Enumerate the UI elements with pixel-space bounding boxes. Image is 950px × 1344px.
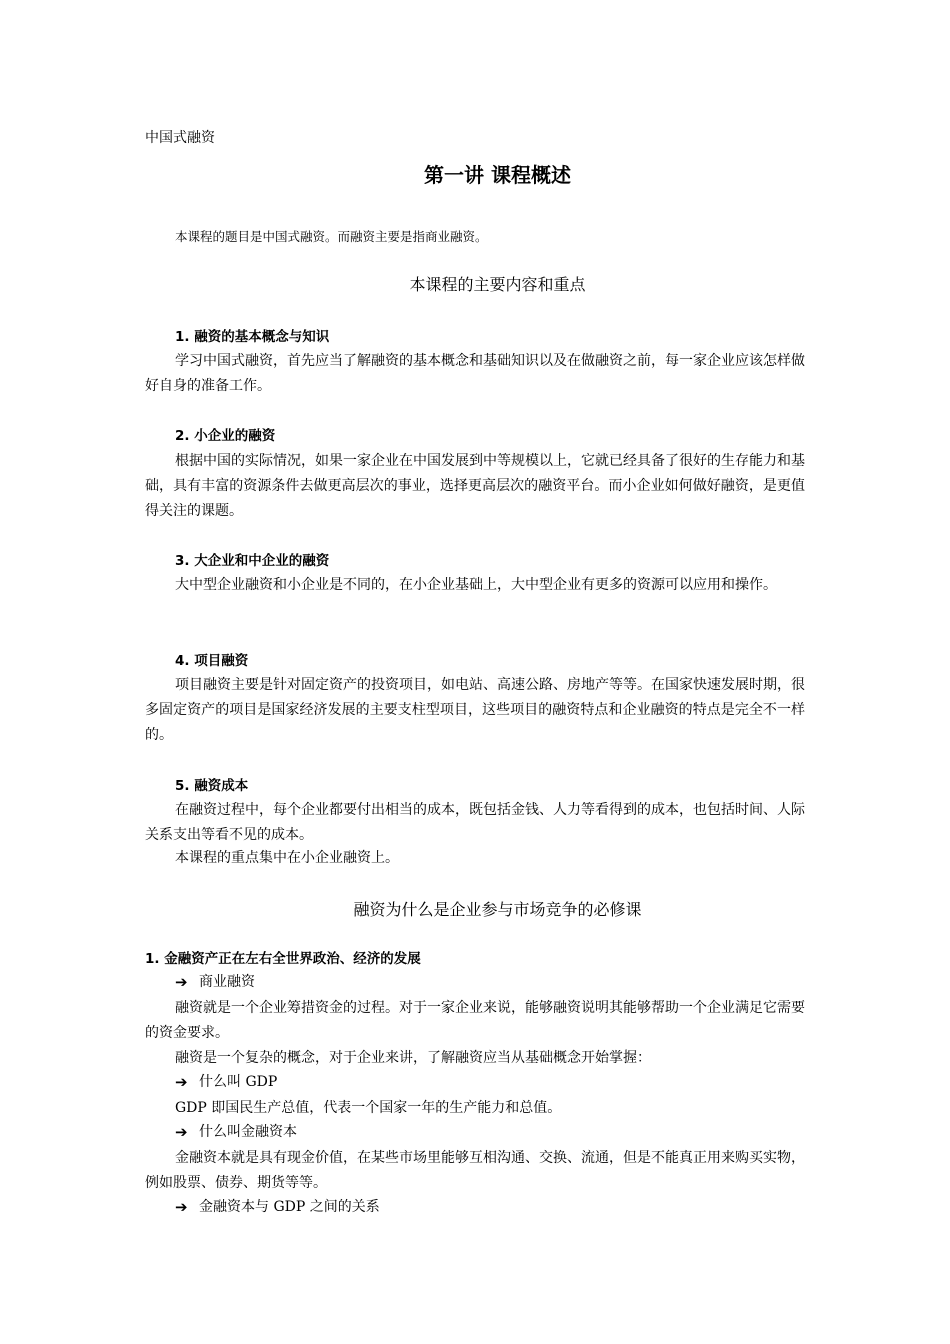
lecture-title: 第一讲 课程概述 — [424, 163, 571, 187]
bullet-label: 金融资本与 GDP 之间的关系 — [199, 1199, 380, 1215]
lecture-intro: 本课程的题目是中国式融资。而融资主要是指商业融资。 — [175, 229, 488, 244]
para-financing-definition: 融资就是一个企业筹措资金的过程。对于一家企业来说，能够融资说明其能够帮助一个企业满足它需要的资金要求。 — [145, 1000, 805, 1041]
item-heading-1: 1. 融资的基本概念与知识 — [175, 329, 330, 345]
bullet-financial-capital — [175, 1121, 297, 1143]
item-text-1: 学习中国式融资，首先应当了解融资的基本概念和基础知识以及在做融资之前，每一家企业应该怎样做好自身的准备工作。 — [145, 353, 805, 394]
section-title-main-content: 本课程的主要内容和重点 — [409, 275, 586, 294]
arrow-right-icon: ➔ — [175, 1198, 188, 1216]
bullet-capital-gdp-relation — [175, 1196, 380, 1218]
item-text-4: 项目融资主要是针对固定资产的投资项目，如电站、高速公路、房地产等等。在国家快速发展时期，很多固定资产的项目是国家经济发展的主要支柱型项目，这些项目的融资特点和企业融资的特点是完全不一样的。 — [145, 677, 805, 743]
bullet-commercial-financing — [175, 971, 255, 993]
arrow-right-icon: ➔ — [175, 1073, 188, 1091]
bullet-label: 什么叫 GDP — [199, 1074, 278, 1090]
item-text-5: 在融资过程中，每个企业都要付出相当的成本，既包括金钱、人力等看得到的成本，也包括时间、人际关系支出等看不见的成本。 — [145, 802, 805, 843]
section2-heading: 1. 金融资产正在左右全世界政治、经济的发展 — [145, 951, 421, 967]
item-text-3: 大中型企业融资和小企业是不同的，在小企业基础上，大中型企业有更多的资源可以应用和操作。 — [175, 577, 777, 593]
para-financing-concept: 融资是一个复杂的概念，对于企业来讲，了解融资应当从基础概念开始掌握： — [175, 1050, 651, 1066]
course-focus: 本课程的重点集中在小企业融资上。 — [175, 850, 399, 866]
item-text-2: 根据中国的实际情况，如果一家企业在中国发展到中等规模以上，它就已经具备了很好的生存能力和基础，具有丰富的资源条件去做更高层次的事业，选择更高层次的融资平台。而小企业如何做好融资，是更值得关注的课题。 — [145, 453, 805, 519]
bullet-gdp — [175, 1071, 277, 1093]
para-gdp-definition: GDP 即国民生产总值，代表一个国家一年的生产能力和总值。 — [175, 1100, 562, 1116]
item-heading-4: 4. 项目融资 — [175, 653, 249, 669]
arrow-right-icon: ➔ — [175, 973, 188, 991]
arrow-right-icon: ➔ — [175, 1123, 188, 1141]
item-heading-5: 5. 融资成本 — [175, 778, 249, 794]
document-title: 中国式融资 — [145, 130, 215, 146]
item-heading-2: 2. 小企业的融资 — [175, 428, 276, 444]
section-title-why-financing: 融资为什么是企业参与市场竞争的必修课 — [353, 900, 642, 919]
para-financial-capital-definition: 金融资本就是具有现金价值，在某些市场里能够互相沟通、交换、流通，但是不能真正用来购买实物，例如股票、债券、期货等等。 — [145, 1150, 805, 1191]
item-heading-3: 3. 大企业和中企业的融资 — [175, 553, 330, 569]
bullet-label: 商业融资 — [199, 974, 255, 990]
bullet-label: 什么叫金融资本 — [199, 1124, 297, 1140]
